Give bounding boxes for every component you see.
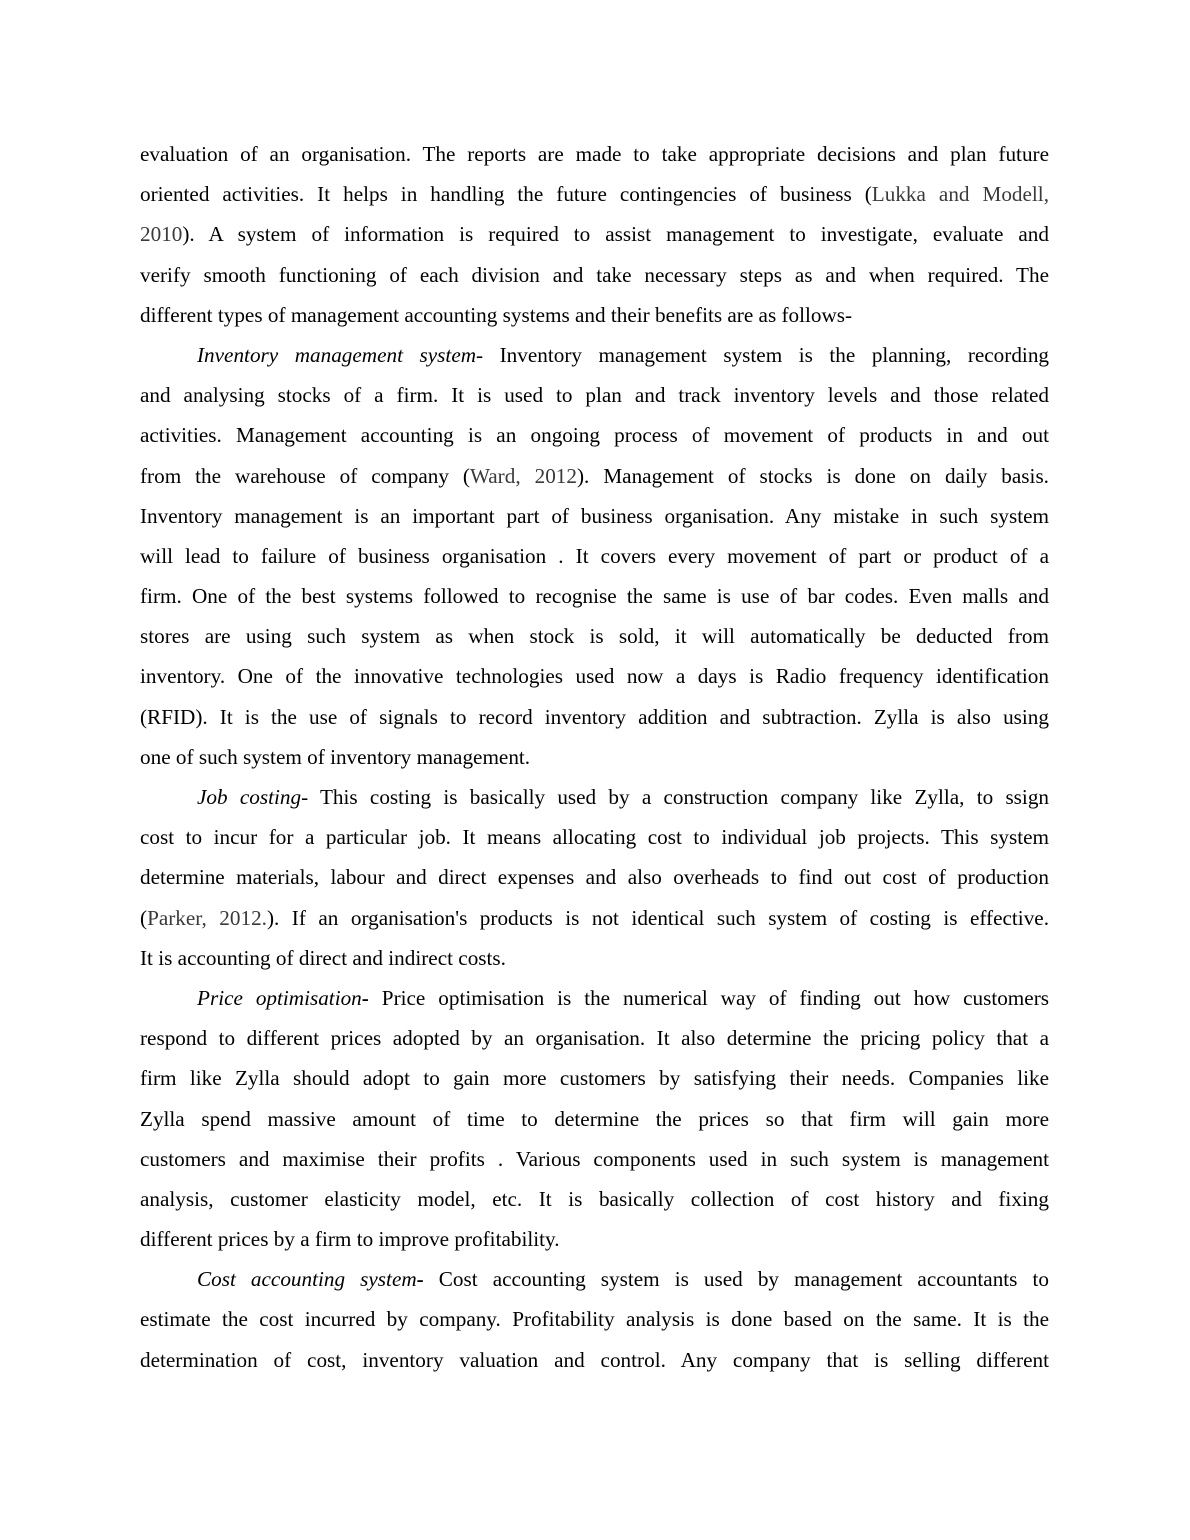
paragraph	[140, 777, 1049, 978]
text-line	[140, 697, 1049, 737]
text-segment: evaluation of an organisation. The reports are made to take appropriate decisions and plan future	[140, 142, 1049, 166]
text-line	[140, 335, 1049, 375]
text-line	[140, 1179, 1049, 1219]
text-line	[140, 1018, 1049, 1058]
section-heading: Price optimisation	[197, 985, 362, 1010]
text-line	[140, 737, 1049, 777]
text-segment: -	[361, 985, 369, 1010]
text-segment: determine materials, labour and direct expenses and also overheads to find out cost of production	[140, 865, 1049, 890]
text-line	[140, 1139, 1049, 1179]
citation: Lukka and Modell,	[871, 182, 1049, 207]
text-segment: -	[416, 1267, 424, 1292]
text-segment: (RFID). It is the use of signals to record inventory addition and subtraction. Zylla is also using	[140, 704, 1049, 729]
citation: 2010	[140, 222, 183, 247]
text-line	[140, 1340, 1049, 1380]
text-segment: different types of management accounting systems and their benefits are as follows-	[140, 302, 853, 327]
text-segment: stores are using such system as when stock is sold, it will automatically be deducted from	[140, 624, 1049, 649]
text-line	[140, 174, 1049, 214]
text-line	[140, 576, 1049, 616]
text-line	[140, 817, 1049, 857]
paragraph	[140, 335, 1049, 777]
text-line	[140, 656, 1049, 696]
text-segment: determination of cost, inventory valuation and control. Any company that is selling different	[140, 1347, 1049, 1372]
text-line	[140, 536, 1049, 576]
paragraph	[140, 1259, 1049, 1380]
text-line	[140, 134, 1049, 174]
text-line	[140, 616, 1049, 656]
text-segment: cost to incur for a particular job. It means allocating cost to individual job projects. This system	[140, 825, 1049, 850]
text-line	[140, 375, 1049, 415]
section-heading: Cost accounting system	[197, 1267, 417, 1292]
text-segment: Cost accounting system is used by management accountants to	[423, 1267, 1049, 1292]
text-line	[140, 1219, 1049, 1259]
text-line	[140, 1058, 1049, 1098]
text-segment: - Inventory management system is the planning, recording	[476, 342, 1049, 367]
text-line	[140, 777, 1049, 817]
document-page	[140, 134, 1049, 1380]
text-segment: analysis, customer elasticity model, etc. It is basically collection of cost history and fixing	[140, 1186, 1049, 1211]
text-line	[140, 496, 1049, 536]
text-segment: Price optimisation is the numerical way of finding out how customers	[368, 985, 1049, 1010]
text-segment: oriented activities. It helps in handling the future contingencies of business (	[140, 182, 872, 207]
text-segment: - This costing is basically used by a construction company like Zylla, to ssign	[301, 785, 1049, 809]
text-segment: Inventory management is an important part of business organisation. Any mistake in such system	[140, 503, 1049, 528]
text-line	[140, 1299, 1049, 1339]
text-segment: customers and maximise their profits . Various components used in such system is management	[140, 1146, 1049, 1171]
text-line	[140, 1099, 1049, 1139]
section-heading: Inventory management system	[197, 342, 477, 367]
text-segment: estimate the cost incurred by company. Profitability analysis is done based on the same. It is the	[140, 1307, 1049, 1332]
text-segment: from the warehouse of company (	[140, 463, 470, 488]
text-segment: respond to different prices adopted by an organisation. It also determine the pricing policy that a	[140, 1026, 1049, 1051]
text-line	[140, 456, 1049, 496]
text-line	[140, 857, 1049, 897]
text-segment: firm like Zylla should adopt to gain more customers by satisfying their needs. Companies like	[140, 1066, 1049, 1091]
text-segment: one of such system of inventory management.	[140, 744, 531, 769]
paragraph	[140, 978, 1049, 1259]
citation: Ward, 2012	[469, 463, 577, 488]
text-line	[140, 938, 1049, 978]
text-segment: activities. Management accounting is an ongoing process of movement of products in and out	[140, 423, 1049, 448]
text-segment: ). Management of stocks is done on daily basis.	[576, 463, 1049, 488]
text-segment: ). A system of information is required to assist management to investigate, evaluate and	[182, 222, 1049, 247]
section-heading: Job costing	[197, 785, 302, 809]
paragraph	[140, 134, 1049, 335]
text-segment: It is accounting of direct and indirect costs.	[140, 945, 506, 970]
citation: Parker, 2012.	[147, 905, 267, 930]
text-segment: Zylla spend massive amount of time to determine the prices so that firm will gain more	[140, 1106, 1049, 1131]
text-segment: verify smooth functioning of each division and take necessary steps as and when required. The	[140, 262, 1049, 287]
text-segment: will lead to failure of business organisation . It covers every movement of part or product of a	[140, 543, 1049, 568]
text-segment: and analysing stocks of a firm. It is used to plan and track inventory levels and those related	[140, 383, 1049, 408]
text-line	[140, 898, 1049, 938]
text-segment: ). If an organisation's products is not identical such system of costing is effective.	[266, 905, 1049, 930]
text-line	[140, 255, 1049, 295]
text-segment: different prices by a firm to improve profitability.	[140, 1227, 560, 1252]
text-line	[140, 214, 1049, 254]
text-line	[140, 415, 1049, 455]
text-segment: inventory. One of the innovative technologies used now a days is Radio frequency identification	[140, 664, 1049, 689]
text-segment: firm. One of the best systems followed to recognise the same is use of bar codes. Even malls and	[140, 584, 1049, 609]
text-line	[140, 295, 1049, 335]
text-segment: (	[140, 905, 148, 930]
text-line	[140, 1259, 1049, 1299]
text-line	[140, 978, 1049, 1018]
